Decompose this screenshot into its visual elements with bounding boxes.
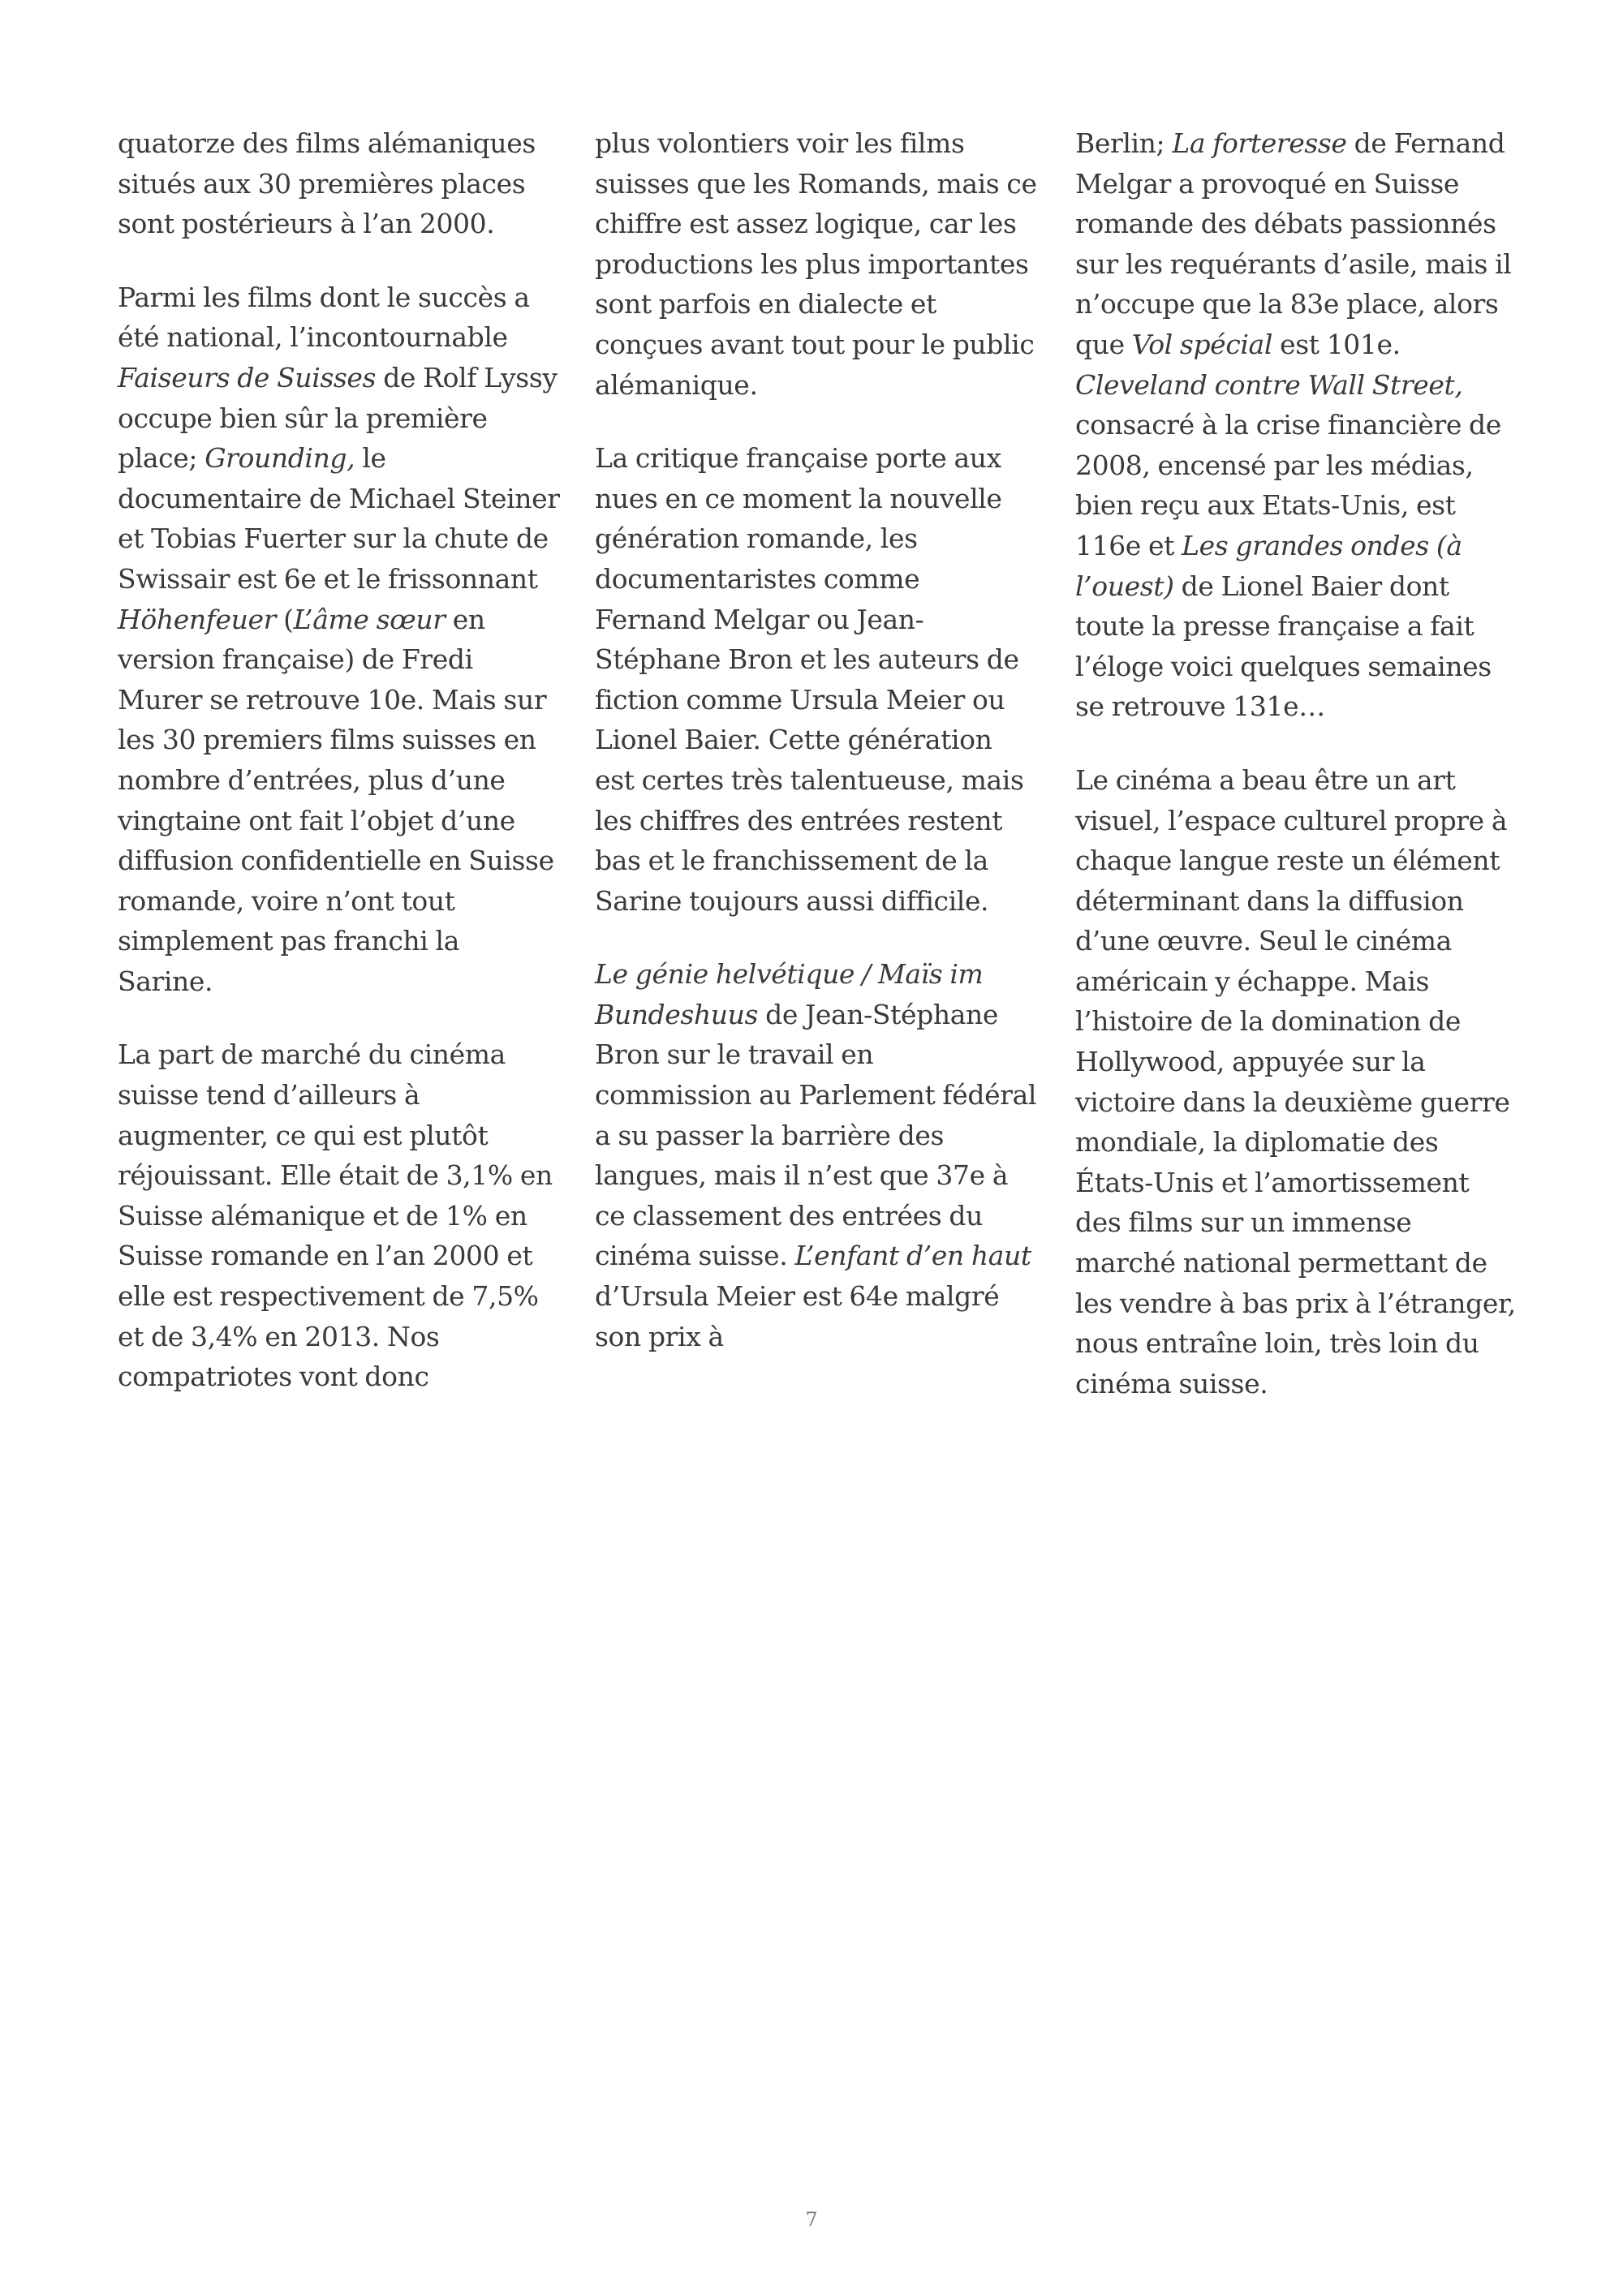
- body-text: de Lionel Baier dont toute la presse française a fait l’éloge voici quelques semaines se retrouve 131e…: [1075, 570, 1492, 723]
- italic-title-text: Cleveland contre Wall Street,: [1075, 368, 1463, 401]
- body-text: en version française) de Fredi Murer se retrouve 10e. Mais sur les 30 premiers films suisses en nombre d’entrées, plus d’une vingtaine ont fait l’objet d’une diffusion confidentielle en Suisse romande, voire n’ont tout simplement pas franchi la Sarine.: [118, 603, 554, 997]
- italic-title-text: Vol spécial: [1131, 328, 1272, 360]
- body-text: de Jean-Stéphane Bron sur le travail en commission au Parlement fédéral a su passer la barrière des langues, mais il n’est que 37e à ce classement des entrées du cinéma suisse.: [595, 998, 1037, 1272]
- paragraph: [1075, 123, 1518, 727]
- body-text: La critique française porte aux nues en ce moment la nouvelle génération romande, les documentaristes comme Fernand Melgar ou Jean-Stéphane Bron et les auteurs de fiction comme Ursula Meier ou Lionel Baier. Cette génération est certes très talentueuse, mais les chiffres des entrées restent bas et le franchissement de la Sarine toujours aussi difficile.: [595, 442, 1024, 917]
- body-text: d’Ursula Meier est 64e malgré son prix à: [595, 1280, 1000, 1352]
- paragraph: [1075, 760, 1518, 1404]
- italic-title-text: Grounding,: [204, 442, 355, 475]
- body-text: est 101e.: [1272, 328, 1401, 360]
- page-number: 7: [805, 2208, 818, 2231]
- body-text: consacré à la crise financière de 2008, encensé par les médias, bien reçu aux Etats-Unis, est 116e et: [1075, 409, 1501, 561]
- body-text: de Fernand Melgar a provoqué en Suisse romande des débats passionnés sur les requérants d’asile, mais il n’occupe que la 83e place, alors que: [1075, 127, 1512, 360]
- italic-title-text: Les grandes ondes (à l’ouest): [1075, 529, 1462, 602]
- text-column-1: [118, 123, 560, 1397]
- body-text: quatorze des films alémaniques situés aux 30 premières places sont postérieurs à l’an 2000.: [118, 127, 536, 240]
- italic-title-text: Faiseurs de Suisses: [118, 361, 377, 393]
- body-text: Le cinéma a beau être un art visuel, l’espace culturel propre à chaque langue reste un élément déterminant dans la diffusion d’une œuvre. Seul le cinéma américain y échappe. Mais l’histoire de la domination de Hollywood, appuyée sur la victoire dans la deuxième guerre mondiale, la diplomatie des États-Unis et l’amortissement des films sur un immense marché national permettant de les vendre à bas prix à l’étranger, nous entraîne loin, très loin du cinéma suisse.: [1075, 763, 1516, 1400]
- paragraph: [118, 277, 560, 1002]
- paragraph: [118, 123, 560, 244]
- body-text: La part de marché du cinéma suisse tend d’ailleurs à augmenter, ce qui est plutôt réjouissant. Elle était de 3,1% en Suisse alémanique et de 1% en Suisse romande en l’an 2000 et elle est respectivement de 7,5% et de 3,4% en 2013. Nos compatriotes vont donc: [118, 1038, 553, 1393]
- paragraph: [595, 123, 1037, 405]
- text-column-2: [595, 123, 1037, 1357]
- paragraph: [118, 1034, 560, 1396]
- body-text: (: [275, 603, 294, 635]
- body-text: de Rolf Lyssy occupe bien sûr la première place;: [118, 361, 558, 475]
- body-text: Berlin;: [1075, 127, 1173, 159]
- body-text: Parmi les films dont le succès a été national, l’incontournable: [118, 281, 530, 354]
- italic-title-text: La forteresse: [1172, 127, 1347, 159]
- body-text: plus volontiers voir les films suisses que les Romands, mais ce chiffre est assez logique, car les productions les plus importantes sont parfois en dialecte et conçues avant tout pour le public alémanique.: [595, 127, 1037, 401]
- paragraph: [595, 954, 1037, 1357]
- italic-title-text: Le génie helvétique / Maïs im Bundeshuus: [595, 958, 984, 1030]
- italic-title-text: Höhenfeuer: [118, 603, 276, 635]
- italic-title-text: L’âme sœur: [293, 603, 446, 635]
- body-text: le documentaire de Michael Steiner et Tobias Fuerter sur la chute de Swissair est 6e et le frissonnant: [118, 442, 560, 595]
- paragraph: [595, 438, 1037, 921]
- italic-title-text: L’enfant d’en haut: [794, 1240, 1031, 1272]
- text-column-3: [1075, 123, 1518, 1404]
